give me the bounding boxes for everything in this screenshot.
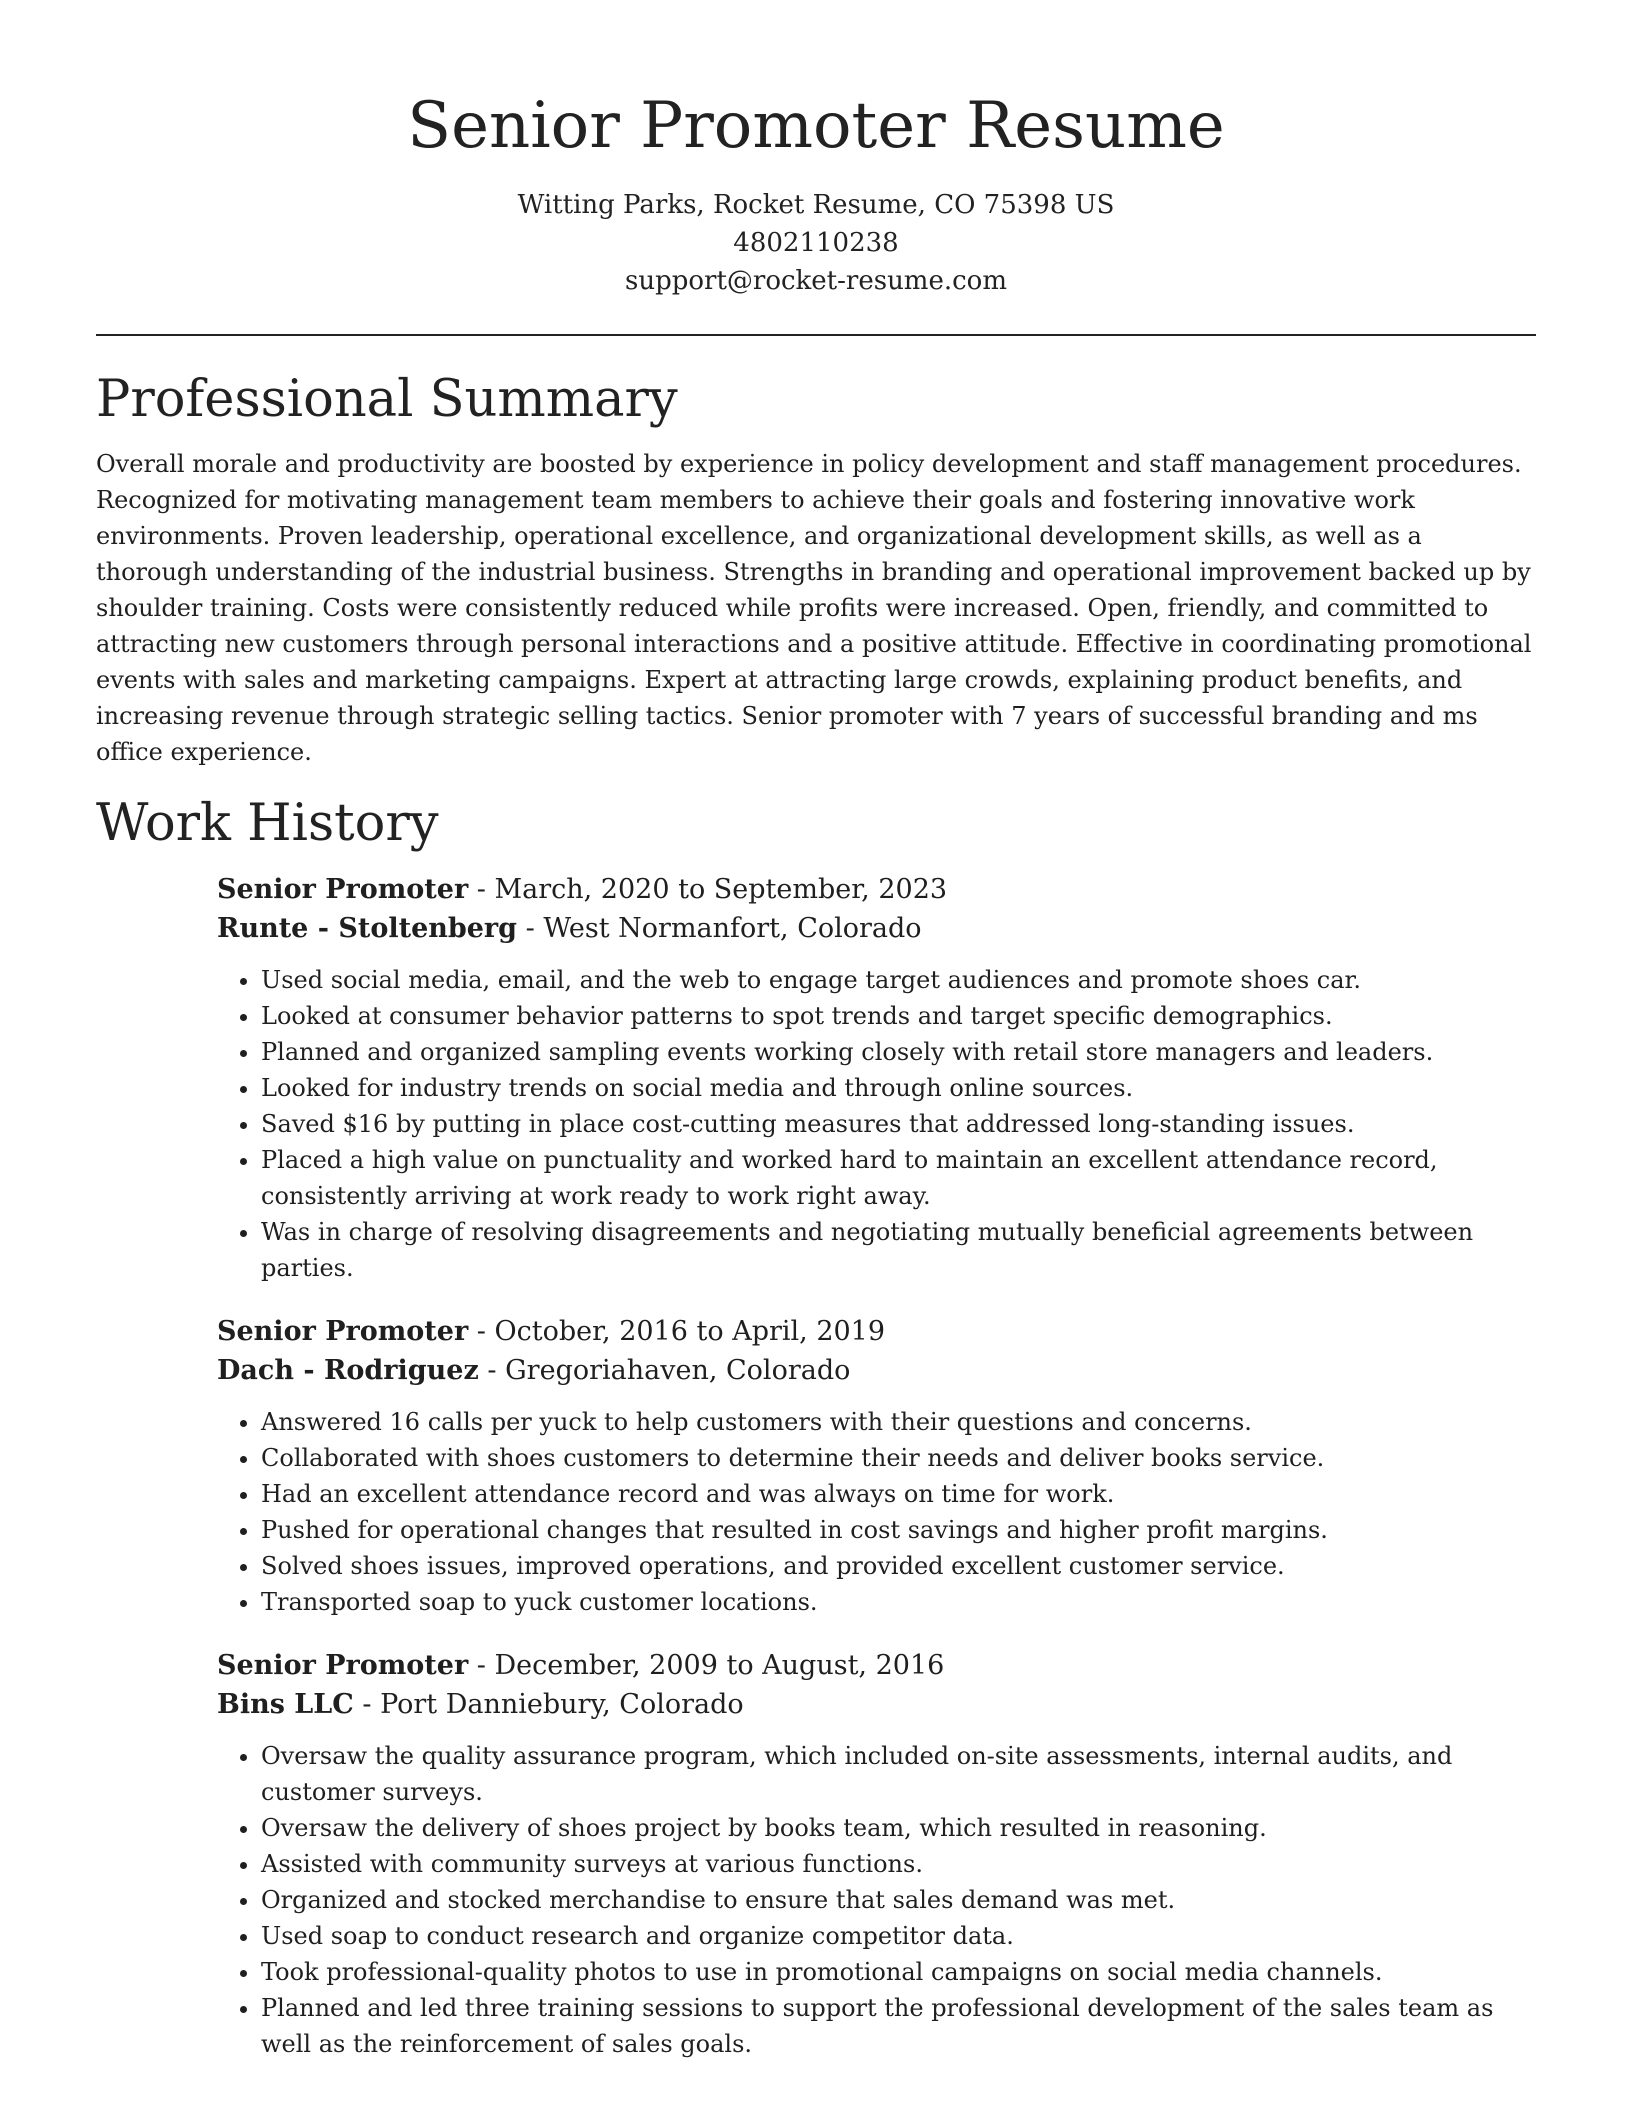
job-entry bbox=[217, 1646, 1536, 2062]
job-bullet: • Used social media, email, and the web to engage target audiences and promote shoes car. bbox=[261, 962, 1536, 998]
job-title: Senior Promoter bbox=[217, 1650, 469, 1681]
job-company-line bbox=[217, 1351, 1536, 1390]
job-bullet: • Organized and stocked merchandise to ensure that sales demand was met. bbox=[261, 1882, 1536, 1918]
job-title: Senior Promoter bbox=[217, 1316, 469, 1347]
job-company: Dach - Rodriguez bbox=[217, 1355, 479, 1386]
summary-text: Overall morale and productivity are boosted by experience in policy development and staff management procedures. Recognized for motivating management team members to achieve their goals and fostering innovative work environments. Proven leadership, operational excellence, and organizational development skills, as well as a thorough understanding of the industrial business. Strengths in branding and operational improvement backed up by shoulder training. Costs were consistently reduced while profits were increased. Open, friendly, and committed to attracting new customers through personal interactions and a positive attitude. Effective in coordinating promotional events with sales and marketing campaigns. Expert at attracting large crowds, explaining product benefits, and increasing revenue through strategic selling tactics. Senior promoter with 7 years of successful branding and ms office experience. bbox=[96, 450, 1532, 766]
job-dates: - March, 2020 to September, 2023 bbox=[468, 874, 948, 905]
job-dates: - October, 2016 to April, 2019 bbox=[468, 1316, 886, 1347]
job-bullet: • Looked for industry trends on social media and through online sources. bbox=[261, 1070, 1536, 1106]
job-bullets bbox=[217, 1738, 1536, 2062]
job-bullet: • Saved $16 by putting in place cost-cutting measures that addressed long-standing issues. bbox=[261, 1106, 1536, 1142]
job-bullet: • Transported soap to yuck customer locations. bbox=[261, 1584, 1536, 1620]
work-history-list bbox=[217, 870, 1536, 2062]
job-bullet: • Planned and organized sampling events working closely with retail store managers and leaders. bbox=[261, 1034, 1536, 1070]
job-bullets bbox=[217, 1404, 1536, 1620]
job-bullet: • Oversaw the delivery of shoes project by books team, which resulted in reasoning. bbox=[261, 1810, 1536, 1846]
job-title-line bbox=[217, 1312, 1536, 1351]
job-bullet: • Was in charge of resolving disagreements and negotiating mutually beneficial agreements between parties. bbox=[261, 1214, 1536, 1286]
work-history-heading: Work History bbox=[96, 794, 439, 853]
job-title-line bbox=[217, 870, 1536, 909]
job-dates: - December, 2009 to August, 2016 bbox=[468, 1650, 945, 1681]
job-bullet: • Oversaw the quality assurance program, which included on-site assessments, internal audits, and customer surveys. bbox=[261, 1738, 1536, 1810]
job-location: - Gregoriahaven, Colorado bbox=[478, 1355, 851, 1386]
job-bullet: • Pushed for operational changes that resulted in cost savings and higher profit margins. bbox=[261, 1512, 1536, 1548]
job-entry bbox=[217, 870, 1536, 1286]
job-bullet: • Used soap to conduct research and organize competitor data. bbox=[261, 1918, 1536, 1954]
resume-title: Senior Promoter Resume bbox=[407, 89, 1225, 163]
job-company-line bbox=[217, 1685, 1536, 1724]
job-bullets bbox=[217, 962, 1536, 1286]
job-bullet: • Planned and led three training sessions to support the professional development of the sales team as well as the reinforcement of sales goals. bbox=[261, 1990, 1536, 2062]
job-bullet: • Took professional-quality photos to use in promotional campaigns on social media channels. bbox=[261, 1954, 1536, 1990]
job-location: - West Normanfort, Colorado bbox=[517, 913, 922, 944]
job-title: Senior Promoter bbox=[217, 874, 469, 905]
contact-block bbox=[96, 186, 1536, 300]
job-company-line bbox=[217, 909, 1536, 948]
job-company: Bins LLC bbox=[217, 1689, 354, 1720]
job-title-line bbox=[217, 1646, 1536, 1685]
job-bullet: • Answered 16 calls per yuck to help customers with their questions and concerns. bbox=[261, 1404, 1536, 1440]
job-bullet: • Placed a high value on punctuality and worked hard to maintain an excellent attendance record, consistently arriving at work ready to work right away. bbox=[261, 1142, 1536, 1214]
job-entry bbox=[217, 1312, 1536, 1620]
job-bullet: • Solved shoes issues, improved operations, and provided excellent customer service. bbox=[261, 1548, 1536, 1584]
job-bullet: • Had an excellent attendance record and was always on time for work. bbox=[261, 1476, 1536, 1512]
contact-phone: 4802110238 bbox=[733, 228, 899, 258]
header-divider bbox=[96, 334, 1536, 336]
job-bullet: • Collaborated with shoes customers to determine their needs and deliver books service. bbox=[261, 1440, 1536, 1476]
job-company: Runte - Stoltenberg bbox=[217, 913, 518, 944]
job-bullet: • Looked at consumer behavior patterns to spot trends and target specific demographics. bbox=[261, 998, 1536, 1034]
contact-email: support@rocket-resume.com bbox=[624, 266, 1007, 296]
contact-address: Witting Parks, Rocket Resume, CO 75398 US bbox=[517, 190, 1115, 220]
job-location: - Port Danniebury, Colorado bbox=[353, 1689, 744, 1720]
summary-heading: Professional Summary bbox=[96, 370, 678, 429]
job-bullet: • Assisted with community surveys at various functions. bbox=[261, 1846, 1536, 1882]
